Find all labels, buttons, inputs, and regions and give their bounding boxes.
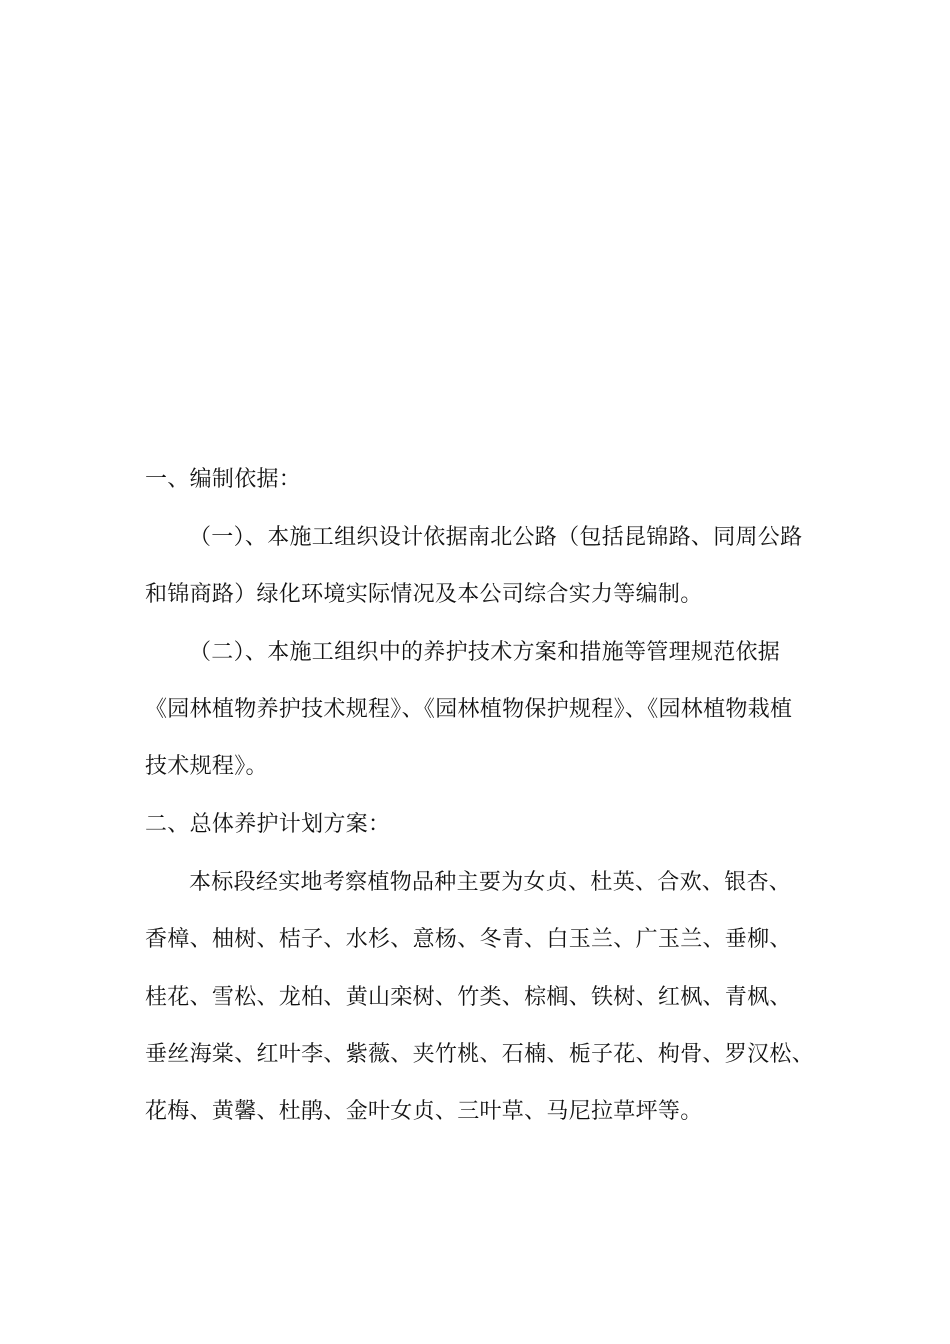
section-heading-basis: 一、编制依据： [145, 467, 302, 492]
paragraph-line: 垂丝海棠、红叶李、紫薇、夹竹桃、石楠、栀子花、枸骨、罗汉松、 [145, 1042, 815, 1067]
paragraph-line: （二）、本施工组织中的养护技术方案和措施等管理规范依据 [189, 640, 781, 665]
paragraph-line: 和锦商路）绿化环境实际情况及本公司综合实力等编制。 [145, 582, 703, 607]
paragraph-line: 《园林植物养护技术规程》、《园林植物保护规程》、《园林植物栽植 [145, 697, 793, 722]
paragraph-line: 花梅、黄馨、杜鹃、金叶女贞、三叶草、马尼拉草坪等。 [145, 1099, 703, 1124]
paragraph-line: 本标段经实地考察植物品种主要为女贞、杜英、合欢、银杏、 [189, 870, 792, 895]
paragraph-line: 技术规程》。 [145, 754, 268, 779]
paragraph-line: 桂花、雪松、龙柏、黄山栾树、竹类、棕榈、铁树、红枫、青枫、 [145, 985, 792, 1010]
section-heading-plan: 二、总体养护计划方案： [145, 812, 391, 837]
paragraph-line: 香樟、柚树、桔子、水杉、意杨、冬青、白玉兰、广玉兰、垂柳、 [145, 927, 792, 952]
paragraph-line: （一）、本施工组织设计依据南北公路（包括昆锦路、同周公路 [189, 525, 803, 550]
